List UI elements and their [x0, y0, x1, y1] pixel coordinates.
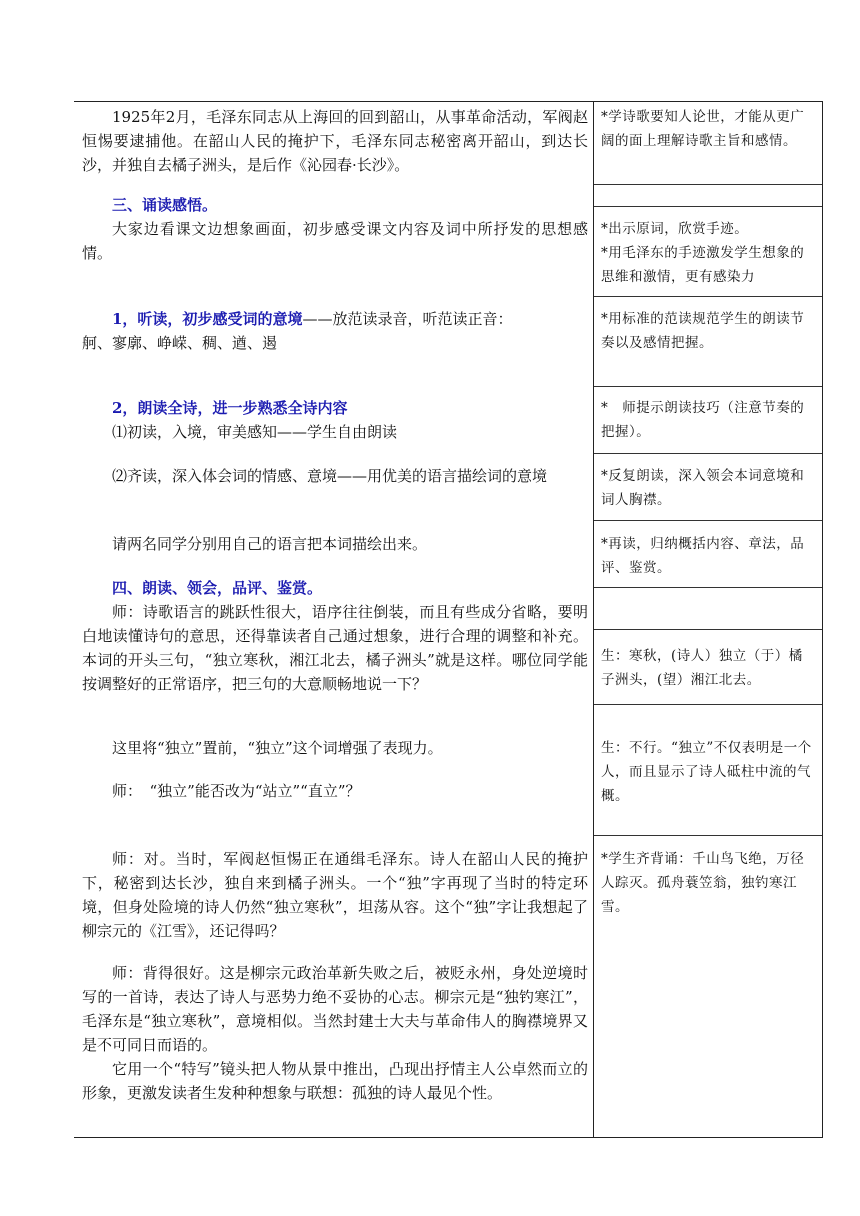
- teacher-paragraph-1: 师：诗歌语言的跳跃性很大，语序往往倒装，而且有些成分省略，要明白地读懂诗句的意思，还得靠读者自己通过想象，进行合理的调整和补充。本词的开头三句，“独立寒秋，湘江北去，橘子洲头”就是这样。哪位同学能按调整好的正常语序，把三句的大意顺畅地说一下？: [82, 603, 588, 693]
- describe-instruction: 请两名同学分别用自己的语言把本词描绘出来。: [112, 535, 428, 553]
- note-6: *再读，归纳概括内容、章法，品评、鉴赏。: [601, 536, 805, 576]
- notes-divider: [594, 184, 822, 185]
- notes-divider: [594, 704, 822, 705]
- step-one-title: 1，听读，初步感受词的意境: [112, 310, 303, 328]
- note-7: 生：寒秋，(诗人）独立（于）橘子洲头，(望）湘江北去。: [601, 648, 803, 688]
- note-3: *用标准的范读规范学生的朗读节奏以及感情把握。: [601, 311, 805, 351]
- column-divider: [593, 101, 594, 1137]
- notes-divider: [594, 520, 822, 521]
- step-two-b: ⑵齐读，深入体会词的情感、意境——用优美的语言描绘词的意境: [112, 467, 548, 485]
- section-three-heading: 三、诵读感悟。: [112, 196, 218, 214]
- step-one: [82, 307, 588, 355]
- note-5: *反复朗读，深入领会本词意境和词人胸襟。: [601, 468, 805, 508]
- table-right-border: [822, 101, 823, 1137]
- note-2: *出示原词，欣赏手迹。 *用毛泽东的手迹激发学生想象的思维和激情，更有感染力: [601, 217, 815, 289]
- note-9: *学生齐背诵：千山鸟飞绝，万径人踪灭。孤舟蓑笠翁，独钓寒江雪。: [601, 851, 805, 915]
- teacher-paragraph-2: 这里将“独立”置前，“独立”这个词增强了表现力。: [112, 739, 443, 757]
- teacher-paragraph-3: 师：对。当时，军阀赵恒惕正在通缉毛泽东。诗人在韶山人民的掩护下，秘密到达长沙，独自来到橘子洲头。一个“独”字再现了当时的特定环境，但身处险境的诗人仍然“独立寒秋”，坦荡从容。这个“独”字让我想起了柳宗元的《江雪》，还记得吗？: [82, 850, 588, 940]
- table-top-border: [74, 101, 823, 102]
- teacher-paragraph-5: 它用一个“特写”镜头把人物从景中推出，凸现出抒情主人公卓然而立的形象，更激发读者生发种种想象与联想：孤独的诗人最见个性。: [82, 1060, 588, 1102]
- notes-divider: [594, 453, 822, 454]
- step-one-words: 舸、寥廓、峥嵘、稠、遒、遏: [82, 334, 278, 352]
- note-2b: *用毛泽东的手迹激发学生想象的思维和激情，更有感染力: [601, 245, 805, 285]
- notes-divider: [594, 629, 822, 630]
- note-1: *学诗歌要知人论世，才能从更广阔的面上理解诗歌主旨和感情。: [601, 109, 805, 149]
- teacher-question: 师： “独立”能否改为“站立”“直立”？: [112, 782, 361, 800]
- notes-divider: [594, 835, 822, 836]
- step-one-text: ——放范读录音，听范读正音：: [302, 310, 513, 328]
- teacher-paragraph-4: 师：背得很好。这是柳宗元政治革新失败之后，被贬永州，身处逆境时写的一首诗，表达了诗人与恶势力绝不妥协的心志。柳宗元是“独钓寒江”，毛泽东是“独立寒秋”，意境相似。当然封建士大夫与革命伟人的胸襟境界又是不可同日而语的。 它用一个“特写”镜头把人物从景中推出，凸现出抒情主人公卓然而立的形象，更激发读者生发种种想象与联想：孤独的诗人最见个性。: [82, 961, 588, 1105]
- notes-divider: [594, 296, 822, 297]
- note-8: 生：不行。“独立”不仅表明是一个人，而且显示了诗人砥柱中流的气概。: [601, 740, 812, 804]
- table-bottom-border: [74, 1137, 823, 1138]
- step-two-title: 2，朗读全诗，进一步熟悉全诗内容: [112, 399, 348, 417]
- section-four-heading: 四、朗读、领会，品评、鉴赏。: [112, 579, 323, 597]
- intro-paragraph: 1925年2月，毛泽东同志从上海回的回到韶山，从事革命活动，军阀赵恒惕要逮捕他。在韶山人民的掩护下，毛泽东同志秘密离开韶山，到达长沙，并独自去橘子洲头，是后作《沁园春·长沙》。: [82, 108, 588, 174]
- section-three-text: 大家边看课文边想象画面，初步感受课文内容及词中所抒发的思想感情。: [82, 220, 588, 262]
- step-two: [82, 396, 588, 444]
- note-4: * 师提示朗读技巧（注意节奏的把握）。: [601, 400, 805, 440]
- notes-divider: [594, 386, 822, 387]
- step-two-a: ⑴初读，入境，审美感知——学生自由朗读: [112, 423, 398, 441]
- notes-divider: [594, 587, 822, 588]
- notes-divider: [594, 206, 822, 207]
